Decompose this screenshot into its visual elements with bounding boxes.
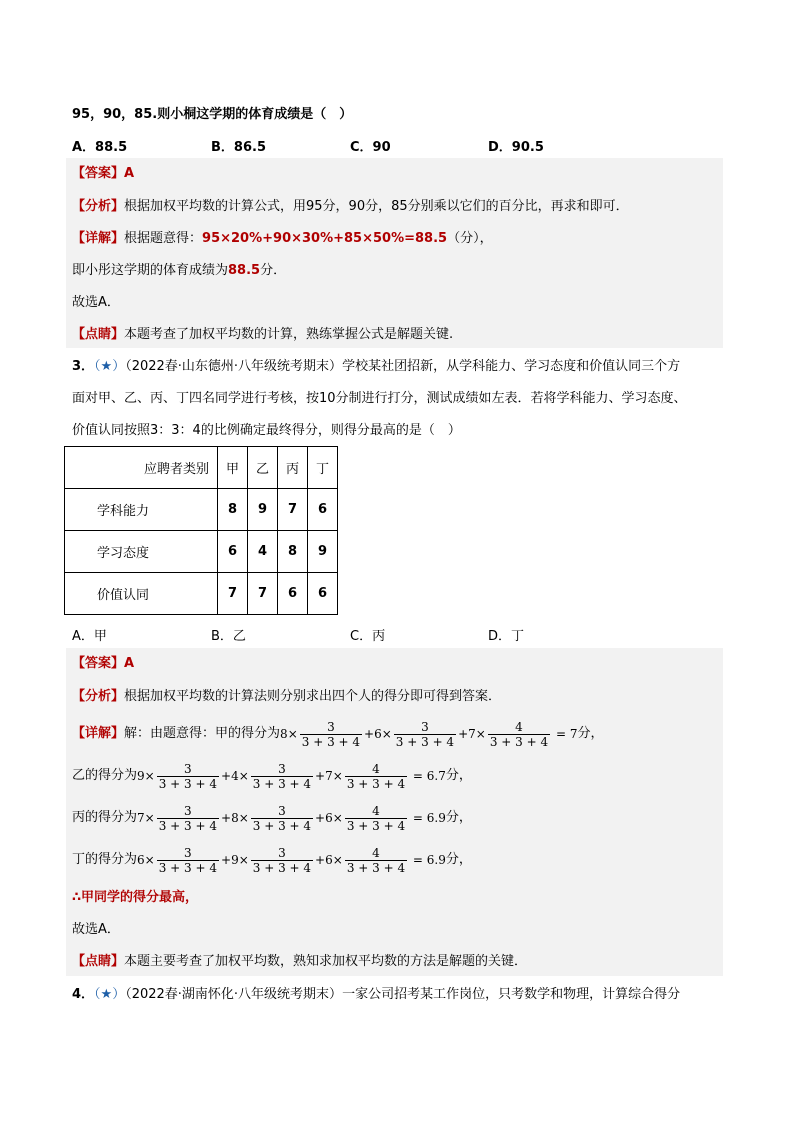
- q2-detail-line2: 即小彤这学期的体育成绩为88.5分．: [72, 263, 287, 278]
- table-header-cell: 应聘者类别: [65, 447, 218, 489]
- q3-conclusion: ∴甲同学的得分最高，: [72, 890, 199, 905]
- q3-analysis: 【分析】根据加权平均数的计算法则分别求出四个人的得分即可得到答案．: [72, 689, 502, 704]
- q2-option-a: A．88.5: [72, 140, 128, 155]
- table-cell: 6: [218, 531, 248, 573]
- table-header-cell: 甲: [218, 447, 248, 489]
- q2-detail: 【详解】根据题意得：95×20%+90×30%+85×50%=88.5（分），: [72, 231, 493, 246]
- table-header-cell: 丁: [308, 447, 338, 489]
- q3-answer: 【答案】A: [72, 656, 135, 671]
- q2-comment: 【点睛】本题考查了加权平均数的计算，熟练掌握公式是解题关键.: [72, 327, 454, 342]
- table-cell: 9: [308, 531, 338, 573]
- table-header-cell: 丙: [278, 447, 308, 489]
- star-icon: （★）: [94, 359, 126, 374]
- calc-row-0: 【详解】 解：由题意得： 甲的得分为 8 × $\frac{3}{3 + 3 + 4}$ + 6 × $\frac{3}{3 + 3 + 4}$ + 7 × $\frac{4}{3 + 3 + 4}$ = 7 分，: [72, 719, 604, 749]
- table-cell: 6: [308, 573, 338, 615]
- q2-option-d: D．90.5: [488, 140, 544, 155]
- q2-answer: 【答案】A: [72, 166, 135, 181]
- q3-stem-line3: 价值认同按照3：3：4的比例确定最终得分，则得分最高的是（ ）: [72, 423, 461, 438]
- q2-choose: 故选A．: [72, 295, 120, 310]
- table-row-label: 学科能力: [65, 489, 218, 531]
- q3-comment: 【点睛】本题主要考查了加权平均数，熟知求加权平均数的方法是解题的关键．: [72, 954, 528, 969]
- table-cell: 6: [308, 489, 338, 531]
- table-row-label: 价值认同: [65, 573, 218, 615]
- calc-row-3: 丁的得分为 6 × $\frac{3}{3 + 3 + 4}$ + 9 × $\frac{3}{3 + 3 + 4}$ + 6 × $\frac{4}{3 + 3 + 4}$ = 6.9 分，: [72, 845, 472, 875]
- table-cell: 9: [248, 489, 278, 531]
- table-row-label: 学习态度: [65, 531, 218, 573]
- table-header-cell: 乙: [248, 447, 278, 489]
- table-header-row: [65, 447, 338, 489]
- calc-row-1: 乙的得分为 9 × $\frac{3}{3 + 3 + 4}$ + 4 × $\frac{3}{3 + 3 + 4}$ + 7 × $\frac{4}{3 + 3 + 4}$ = 6.7 分，: [72, 761, 472, 791]
- star-icon: （★）: [94, 987, 126, 1002]
- table-row: [65, 489, 338, 531]
- q2-option-b: B．86.5: [211, 140, 266, 155]
- table-cell: 7: [218, 573, 248, 615]
- q3-option-c: C．丙: [350, 629, 386, 644]
- q2-option-c: C．90: [350, 140, 391, 155]
- table-cell: 7: [278, 489, 308, 531]
- q2-stem: 95，90，85.则小桐这学期的体育成绩是（ ）: [72, 107, 353, 122]
- q3-choose: 故选A．: [72, 922, 120, 937]
- table-cell: 6: [278, 573, 308, 615]
- score-table: [64, 446, 338, 615]
- q3-stem-line1: 3．（★）（2022春·山东德州·八年级统考期末）学校某社团招新，从学科能力、学习态度和价值认同三个方: [72, 359, 681, 374]
- table-cell: 8: [218, 489, 248, 531]
- table-cell: 4: [248, 531, 278, 573]
- table-cell: 7: [248, 573, 278, 615]
- table-row: [65, 573, 338, 615]
- q3-option-a: A．甲: [72, 629, 107, 644]
- table-row: [65, 531, 338, 573]
- q2-solution-box: [66, 158, 723, 348]
- q3-option-d: D．丁: [488, 629, 525, 644]
- q3-stem-line2: 面对甲、乙、丙、丁四名同学进行考核，按10分制进行打分，测试成绩如左表．若将学科能力、学习态度、: [72, 391, 687, 406]
- q4-stem: 4．（★）（2022春·湖南怀化·八年级统考期末）一家公司招考某工作岗位，只考数学和物理，计算综合得分: [72, 987, 681, 1002]
- q2-analysis: 【分析】根据加权平均数的计算公式，用95分，90分，85分别乘以它们的百分比，再求和即可．: [72, 199, 629, 214]
- table-cell: 8: [278, 531, 308, 573]
- q3-option-b: B．乙: [211, 629, 246, 644]
- calc-row-2: 丙的得分为 7 × $\frac{3}{3 + 3 + 4}$ + 8 × $\frac{3}{3 + 3 + 4}$ + 6 × $\frac{4}{3 + 3 + 4}$ = 6.9 分，: [72, 803, 472, 833]
